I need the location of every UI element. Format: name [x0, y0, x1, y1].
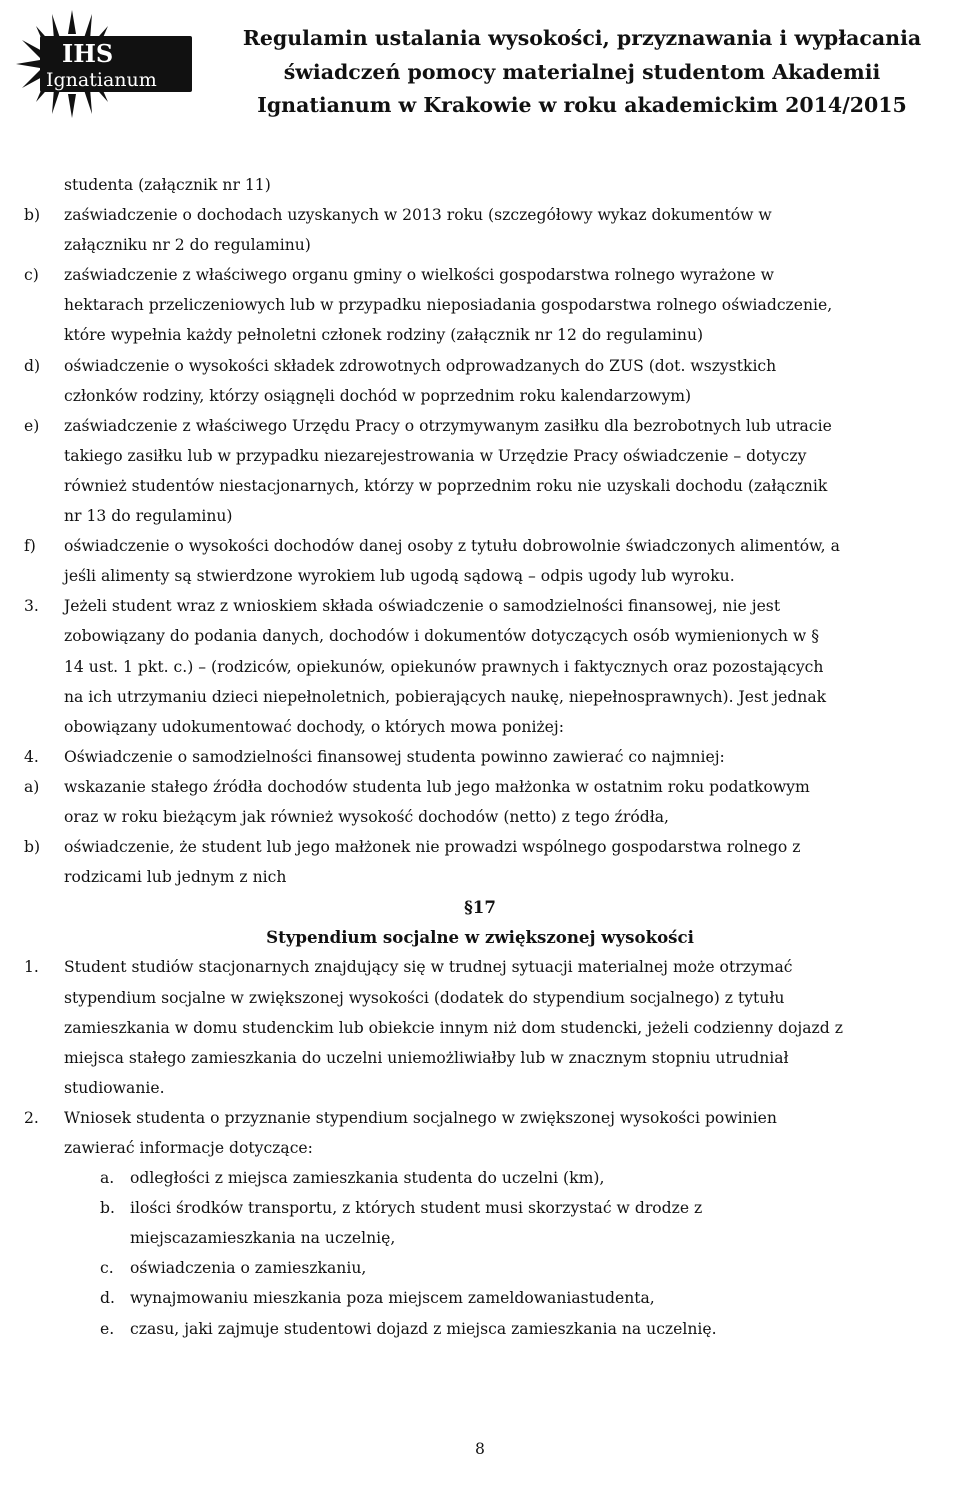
- text-line: Wniosek studenta o przyznanie stypendium socjalnego w zwiększonej wysokości powinien: [64, 1108, 777, 1127]
- page-number: 8: [475, 1440, 485, 1458]
- text-line: miejscazamieszkania na uczelnię,: [130, 1229, 396, 1248]
- text-line: zobowiązany do podania danych, dochodów i dokumentów dotyczących osób wymienionych w §: [64, 627, 819, 646]
- text-line: studiowanie.: [64, 1078, 165, 1097]
- text-line: zawierać informacje dotyczące:: [64, 1139, 313, 1157]
- text-line: obowiązany udokumentować dochody, o których mowa poniżej:: [64, 717, 564, 736]
- text-line: zaświadczenie o dochodach uzyskanych w 2013 roku (szczegółowy wykaz dokumentów w: [64, 206, 772, 225]
- list-marker: a.: [100, 1169, 115, 1188]
- text-line: zaświadczenie z właściwego organu gminy o wielkości gospodarstwa rolnego wyrażone w: [64, 266, 775, 285]
- text-line: na ich utrzymaniu dzieci niepełnoletnich, pobierających naukę, niepełnosprawnych). Jest jednak: [64, 687, 827, 706]
- svg-text:IHS: IHS: [62, 39, 114, 68]
- section-number: §17: [464, 897, 496, 918]
- text-line: 14 ust. 1 pkt. c.) – (rodziców, opiekunów, opiekunów prawnych i faktycznych oraz pozostających: [64, 657, 824, 676]
- list-marker: f): [24, 537, 36, 556]
- title-line: świadczeń pomocy materialnej studentom Akademii: [283, 59, 881, 84]
- document-body: [0, 170, 960, 1344]
- text-line: członków rodziny, którzy osiągnęli dochód w poprzednim roku kalendarzowym): [64, 386, 692, 405]
- text-line: oświadczenie, że student lub jego małżonek nie prowadzi wspólnego gospodarstwa rolnego z: [64, 838, 801, 857]
- text-line: które wypełnia każdy pełnoletni członek rodziny (załącznik nr 12 do regulaminu): [64, 326, 704, 345]
- text-line: załączniku nr 2 do regulaminu): [64, 236, 311, 255]
- svg-text:Ignatianum: Ignatianum: [46, 69, 157, 91]
- text-line: również studentów niestacjonarnych, którzy w poprzednim roku nie uzyskali dochodu (załącznik: [64, 476, 828, 495]
- list-marker: c): [24, 266, 39, 285]
- text-line: takiego zasiłku lub w przypadku niezarejestrowania w Urzędzie Pracy oświadczenie – dotyczy: [64, 446, 807, 465]
- title-line: Ignatianum w Krakowie w roku akademickim 2014/2015: [257, 93, 907, 117]
- list-marker: e.: [100, 1319, 115, 1338]
- title-line: Regulamin ustalania wysokości, przyznawania i wypłacania: [242, 26, 922, 50]
- list-marker: 3.: [24, 597, 39, 616]
- text-line: ilości środków transportu, z których student musi skorzystać w drodze z: [130, 1199, 703, 1218]
- text-line: oświadczenie o wysokości składek zdrowotnych odprowadzanych do ZUS (dot. wszystkich: [64, 356, 777, 375]
- list-marker: b): [24, 838, 41, 857]
- text-line: oświadczenie o wysokości dochodów danej osoby z tytułu dobrowolnie świadczonych alimentów, a: [64, 537, 840, 556]
- page-header: [0, 0, 960, 140]
- list-marker: e): [24, 416, 40, 435]
- list-marker: d): [24, 356, 41, 375]
- text-line: hektarach przeliczeniowych lub w przypadku nieposiadania gospodarstwa rolnego oświadczenie,: [64, 296, 833, 315]
- text-line: wynajmowaniu mieszkania poza miejscem zameldowaniastudenta,: [130, 1289, 655, 1308]
- list-marker: c.: [100, 1259, 114, 1278]
- text-line: zamieszkania w domu studenckim lub obiekcie innym niż dom studencki, jeżeli codzienny dojazd z: [64, 1018, 843, 1037]
- list-marker: d.: [100, 1289, 115, 1308]
- list-marker: b.: [100, 1199, 115, 1218]
- text-line: Jeżeli student wraz z wnioskiem składa oświadczenie o samodzielności finansowej, nie jest: [64, 597, 781, 616]
- document-title: [212, 22, 952, 123]
- text-line: studenta (załącznik nr 11): [64, 176, 271, 194]
- section-title: Stypendium socjalne w zwiększonej wysokości: [266, 927, 694, 948]
- text-line: czasu, jaki zajmuje studentowi dojazd z miejsca zamieszkania na uczelnię.: [130, 1319, 717, 1338]
- list-marker: b): [24, 206, 41, 225]
- list-marker: a): [24, 777, 40, 796]
- list-marker: 4.: [24, 747, 39, 766]
- text-line: stypendium socjalne w zwiększonej wysokości (dodatek do stypendium socjalnego) z tytułu: [64, 988, 785, 1007]
- text-line: oświadczenia o zamieszkaniu,: [130, 1259, 367, 1278]
- text-line: odległości z miejsca zamieszkania studenta do uczelni (km),: [130, 1169, 605, 1188]
- list-marker: 1.: [24, 958, 39, 977]
- text-line: rodzicami lub jednym z nich: [64, 868, 287, 887]
- text-line: oraz w roku bieżącym jak również wysokość dochodów (netto) z tego źródła,: [64, 807, 670, 826]
- text-line: nr 13 do regulaminu): [64, 507, 233, 526]
- text-line: Student studiów stacjonarnych znajdujący się w trudnej sytuacji materialnej może otrzymać: [64, 958, 793, 977]
- text-line: zaświadczenie z właściwego Urzędu Pracy o otrzymywanym zasiłku dla bezrobotnych lub utracie: [64, 416, 832, 435]
- text-line: miejsca stałego zamieszkania do uczelni uniemożliwiałby lub w znacznym stopniu utrudniał: [64, 1048, 789, 1067]
- ignatianum-logo: [10, 6, 200, 124]
- list-marker: 2.: [24, 1108, 39, 1127]
- text-line: Oświadczenie o samodzielności finansowej studenta powinno zawierać co najmniej:: [64, 747, 725, 766]
- text-line: wskazanie stałego źródła dochodów studenta lub jego małżonka w ostatnim roku podatkowym: [64, 777, 810, 796]
- text-line: jeśli alimenty są stwierdzone wyrokiem lub ugodą sądową – odpis ugody lub wyroku.: [64, 567, 735, 586]
